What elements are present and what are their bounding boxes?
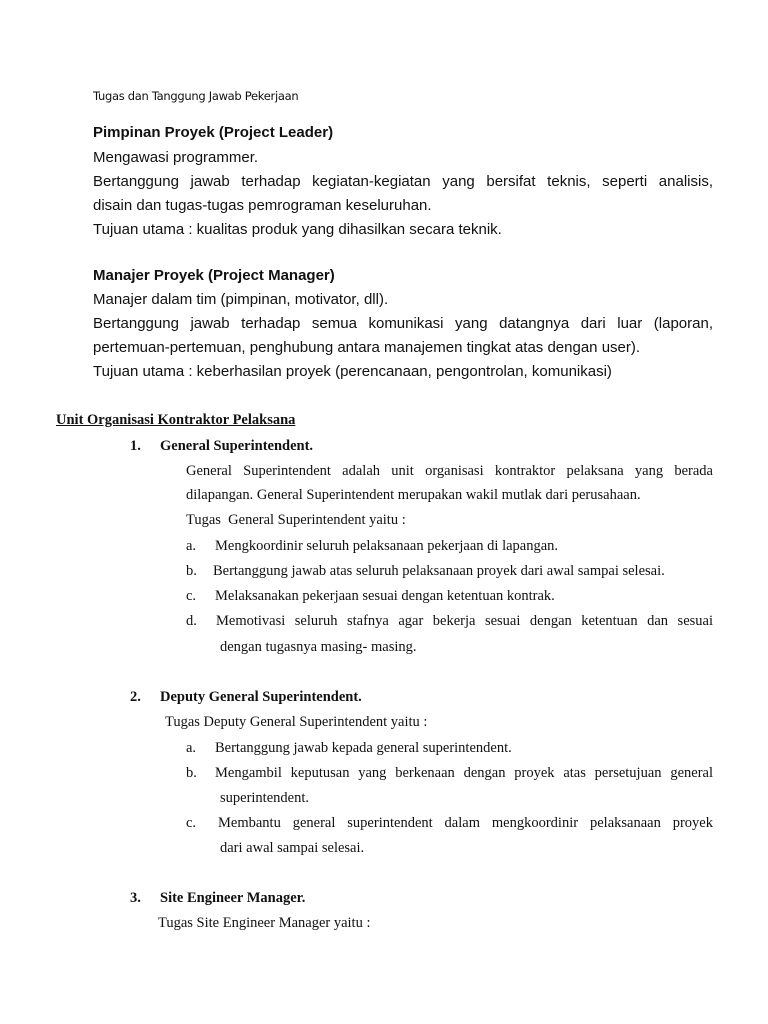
manager-line: Bertanggung jawab terhadap semua komunikasi yang datangnya dari luar (laporan, (93, 315, 713, 332)
leader-line: Tujuan utama : kualitas produk yang dihasilkan secara teknik. (93, 221, 502, 238)
section-title: Site Engineer Manager. (160, 890, 306, 906)
item-text: Mengambil keputusan yang berkenaan dengan proyek atas persetujuan general (215, 765, 713, 781)
item-label: c. (186, 815, 197, 831)
item-text: Memotivasi seluruh stafnya agar bekerja sesuai dengan ketentuan dan sesuai (216, 613, 713, 629)
section-paragraph: General Superintendent adalah unit organisasi kontraktor pelaksana yang berada (186, 463, 713, 479)
item-text-continued: dengan tugasnya masing- masing. (220, 639, 417, 655)
section-title: Deputy General Superintendent. (160, 689, 362, 705)
unit-heading: Unit Organisasi Kontraktor Pelaksana (56, 412, 296, 428)
item-text: Membantu general superintendent dalam mengkoordinir pelaksanaan proyek (218, 815, 713, 831)
item-label: c. (186, 588, 197, 604)
leader-line: Mengawasi programmer. (93, 149, 259, 166)
leader-heading: Pimpinan Proyek (Project Leader) (93, 124, 334, 141)
item-text: Mengkoordinir seluruh pelaksanaan pekerjaan di lapangan. (215, 538, 559, 554)
item-label: d. (186, 613, 197, 629)
document-title: Tugas dan Tanggung Jawab Pekerjaan (93, 89, 299, 103)
manager-line: pertemuan-pertemuan, penghubung antara manajemen tingkat atas dengan user). (93, 339, 641, 356)
section-number: 1. (130, 438, 141, 454)
section-paragraph: dilapangan. General Superintendent merupakan wakil mutlak dari perusahaan. (186, 487, 641, 503)
manager-line: Manajer dalam tim (pimpinan, motivator, dll). (93, 291, 389, 308)
item-label: a. (186, 538, 197, 554)
item-text: Bertanggung jawab kepada general superintendent. (215, 740, 512, 756)
section-title: General Superintendent. (160, 438, 314, 454)
item-label: b. (186, 765, 197, 781)
item-text: Bertanggung jawab atas seluruh pelaksanaan proyek dari awal sampai selesai. (213, 563, 665, 579)
item-text-continued: superintendent. (220, 790, 309, 806)
item-label: a. (186, 740, 197, 756)
section-intro: Tugas General Superintendent yaitu : (186, 512, 406, 528)
section-intro: Tugas Deputy General Superintendent yaitu : (165, 714, 428, 730)
section-intro: Tugas Site Engineer Manager yaitu : (158, 915, 371, 931)
item-label: b. (186, 563, 197, 579)
manager-heading: Manajer Proyek (Project Manager) (93, 267, 335, 284)
manager-line: Tujuan utama : keberhasilan proyek (perencanaan, pengontrolan, komunikasi) (93, 363, 612, 380)
section-number: 3. (130, 890, 141, 906)
leader-line: disain dan tugas-tugas pemrograman keseluruhan. (93, 197, 432, 214)
leader-line: Bertanggung jawab terhadap kegiatan-kegiatan yang bersifat teknis, seperti analisis, (93, 173, 713, 190)
item-text-continued: dari awal sampai selesai. (220, 840, 365, 856)
section-number: 2. (130, 689, 141, 705)
item-text: Melaksanakan pekerjaan sesuai dengan ketentuan kontrak. (215, 588, 555, 604)
